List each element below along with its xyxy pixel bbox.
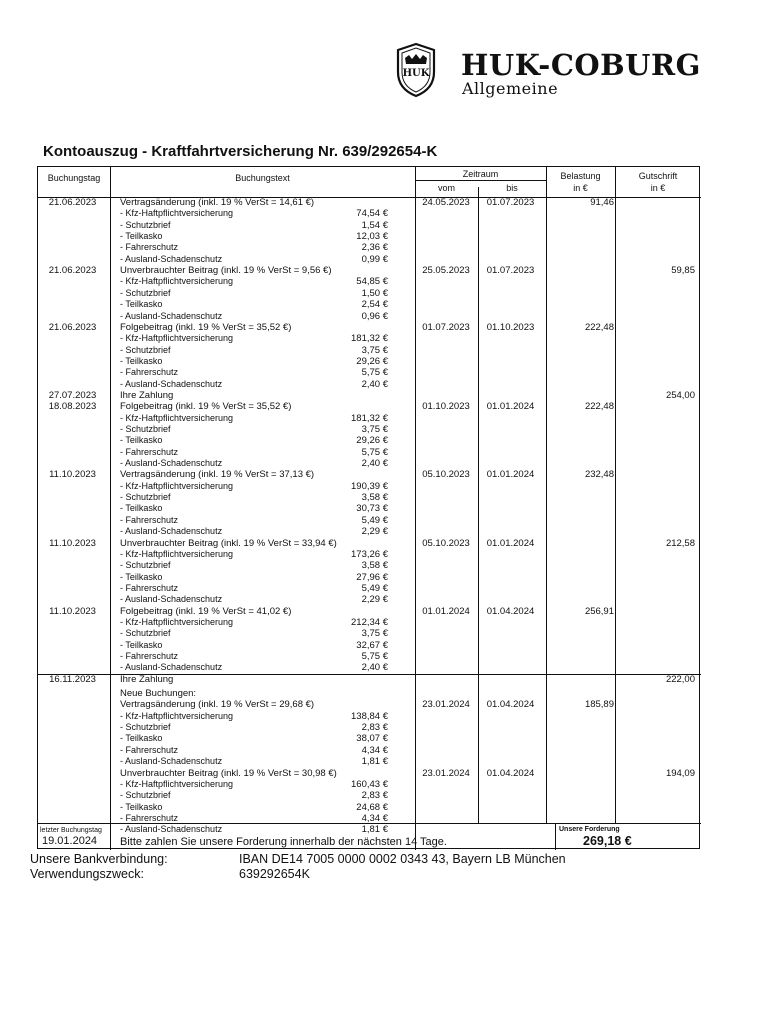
table-row <box>38 379 699 390</box>
row-text: - Fahrerschutz <box>120 242 179 253</box>
row-amount: 2,29 € <box>361 526 388 538</box>
row-amount: 2,36 € <box>361 242 388 254</box>
header-gutschrift: Gutschrift <box>638 171 678 181</box>
table-row <box>38 745 699 756</box>
row-amount: 5,49 € <box>361 582 388 594</box>
row-gutschrift: 59,85 <box>671 265 695 277</box>
row-date: 16.11.2023 <box>49 673 96 685</box>
header-buchungstag: Buchungstag <box>47 173 101 183</box>
table-row <box>38 515 699 526</box>
table-row <box>38 802 699 813</box>
row-text: - Fahrerschutz <box>120 651 179 661</box>
table-row <box>38 356 699 367</box>
table-row <box>38 492 699 503</box>
row-text: Ihre Zahlung <box>120 389 174 401</box>
row-amount: 3,75 € <box>361 424 388 435</box>
row-amount: 2,83 € <box>361 722 388 734</box>
row-belastung: 222,48 <box>584 321 614 333</box>
row-belastung: 222,48 <box>584 401 614 413</box>
bank-iban: IBAN DE14 7005 0000 0002 0343 43, Bayern LB München <box>239 852 566 866</box>
row-text: - Schutzbrief <box>120 219 171 230</box>
table-row <box>38 711 699 722</box>
row-bis: 01.04.2024 <box>486 699 535 711</box>
table-row <box>38 265 699 276</box>
last-booking-date: 19.01.2024 <box>42 835 98 847</box>
row-bis: 01.07.2023 <box>486 265 535 277</box>
purpose-value: 639292654K <box>239 867 310 881</box>
row-vom: 05.10.2023 <box>422 469 470 481</box>
row-amount: 5,75 € <box>361 651 388 662</box>
row-text: - Ausland-Schadenschutz <box>120 253 223 264</box>
row-amount: 3,58 € <box>361 560 388 572</box>
row-amount: 5,75 € <box>361 367 388 379</box>
row-bis: 01.01.2024 <box>486 469 535 481</box>
table-row <box>38 208 699 219</box>
row-gutschrift: 212,58 <box>665 537 695 549</box>
row-amount: 212,34 € <box>351 616 388 628</box>
row-text: - Teilkasko <box>120 733 163 744</box>
table-row <box>38 813 699 824</box>
table-row <box>38 662 699 673</box>
row-text: - Ausland-Schadenschutz <box>120 756 223 767</box>
header-gutschrift-unit: in € <box>650 183 666 193</box>
row-amount: 32,67 € <box>356 639 388 651</box>
table-row <box>38 549 699 560</box>
row-amount: 5,49 € <box>361 514 388 526</box>
row-text: Unverbrauchter Beitrag (inkl. 19 % VerSt = 30,98 €) <box>120 767 337 779</box>
table-row <box>38 651 699 662</box>
table-row <box>38 288 699 299</box>
row-amount: 1,81 € <box>361 756 388 768</box>
row-amount: 3,75 € <box>361 344 388 356</box>
row-amount: 0,99 € <box>361 253 388 265</box>
row-amount: 5,75 € <box>361 446 388 458</box>
row-text: - Schutzbrief <box>120 344 171 355</box>
row-vom: 23.01.2024 <box>422 767 470 779</box>
table-row <box>38 617 699 628</box>
bank-label: Unsere Bankverbindung: <box>30 852 168 866</box>
table-row <box>38 401 699 412</box>
row-belastung: 185,89 <box>584 699 614 711</box>
table-row <box>38 526 699 537</box>
table-row <box>38 628 699 639</box>
table-row <box>38 231 699 242</box>
table-row <box>38 254 699 265</box>
row-amount: 1,81 € <box>361 824 388 836</box>
row-text: Vertragsänderung (inkl. 19 % VerSt = 14,61 €) <box>120 197 315 208</box>
table-row <box>38 790 699 801</box>
table-row <box>38 594 699 605</box>
table-row <box>38 640 699 651</box>
row-text: - Ausland-Schadenschutz <box>120 662 223 673</box>
table-row <box>38 481 699 492</box>
row-text: - Ausland-Schadenschutz <box>120 824 223 835</box>
row-text: - Teilkasko <box>120 571 163 582</box>
table-row <box>38 299 699 310</box>
claim-label: Unsere Forderung <box>559 826 620 833</box>
row-text: - Fahrerschutz <box>120 446 179 457</box>
header-zeitraum: Zeitraum <box>462 169 499 179</box>
table-row <box>38 322 699 333</box>
row-date: 18.08.2023 <box>48 401 97 413</box>
row-amount: 181,32 € <box>351 333 388 345</box>
table-row <box>38 733 699 744</box>
row-text: Vertragsänderung (inkl. 19 % VerSt = 29,68 €) <box>120 699 315 711</box>
row-text: - Teilkasko <box>120 801 163 812</box>
table-row <box>38 276 699 287</box>
table-row <box>38 333 699 344</box>
row-text: - Ausland-Schadenschutz <box>120 526 223 537</box>
table-row <box>38 458 699 469</box>
row-date: 21.06.2023 <box>48 197 97 208</box>
table-row <box>38 538 699 549</box>
payment-message: Bitte zahlen Sie unsere Forderung innerhalb der nächsten 14 Tage. <box>120 836 447 848</box>
table-row <box>38 503 699 514</box>
company-name: HUK-COBURG <box>461 48 701 82</box>
row-amount: 38,07 € <box>356 733 388 745</box>
row-bis: 01.01.2024 <box>486 537 535 549</box>
row-date: 21.06.2023 <box>48 265 97 277</box>
row-amount: 3,58 € <box>361 492 388 504</box>
row-gutschrift: 254,00 <box>665 389 695 401</box>
table-row <box>38 699 699 710</box>
row-text: - Teilkasko <box>120 503 163 514</box>
row-text: - Kfz-Haftpflichtversicherung <box>120 333 234 344</box>
row-bis: 01.04.2024 <box>486 767 535 779</box>
row-amount: 0,96 € <box>361 310 388 322</box>
row-text: - Teilkasko <box>120 435 163 446</box>
row-belastung: 256,91 <box>584 605 614 617</box>
table-row <box>38 242 699 253</box>
table-row <box>38 413 699 424</box>
row-text: Vertragsänderung (inkl. 19 % VerSt = 37,13 €) <box>120 469 315 481</box>
row-text: Unverbrauchter Beitrag (inkl. 19 % VerSt = 33,94 €) <box>120 537 337 549</box>
table-row <box>38 572 699 583</box>
row-text: - Teilkasko <box>120 639 163 650</box>
row-text: - Ausland-Schadenschutz <box>120 378 223 389</box>
header-bis: bis <box>506 183 518 193</box>
row-text: - Schutzbrief <box>120 790 171 801</box>
row-text: - Ausland-Schadenschutz <box>120 310 223 321</box>
row-amount: 1,50 € <box>361 287 388 299</box>
row-vom: 05.10.2023 <box>422 537 470 549</box>
header-buchungstext: Buchungstext <box>235 173 290 183</box>
row-amount: 30,73 € <box>356 503 388 515</box>
row-vom: 01.01.2024 <box>422 605 470 617</box>
row-amount: 4,34 € <box>361 812 388 824</box>
row-text: - Fahrerschutz <box>120 514 179 525</box>
row-vom: 01.07.2023 <box>422 321 470 333</box>
row-amount: 24,68 € <box>356 801 388 813</box>
row-text: - Kfz-Haftpflichtversicherung <box>120 778 234 789</box>
table-row <box>38 779 699 790</box>
row-amount: 2,40 € <box>361 662 388 674</box>
row-amount: 74,54 € <box>356 208 388 220</box>
row-bis: 01.01.2024 <box>486 401 535 413</box>
row-amount: 1,54 € <box>361 219 388 231</box>
table-row <box>38 197 699 208</box>
huk-coburg-logo <box>395 42 437 98</box>
row-amount: 160,43 € <box>351 778 388 790</box>
row-text: - Schutzbrief <box>120 628 171 639</box>
row-amount: 181,32 € <box>351 412 388 424</box>
table-row <box>38 560 699 571</box>
table-row <box>38 674 699 685</box>
row-bis: 01.07.2023 <box>486 197 535 208</box>
row-date: 21.06.2023 <box>48 321 97 333</box>
row-text: - Kfz-Haftpflichtversicherung <box>120 548 234 559</box>
row-text: - Kfz-Haftpflichtversicherung <box>120 616 234 627</box>
row-amount: 29,26 € <box>356 435 388 447</box>
row-text: Neue Buchungen: <box>120 688 197 700</box>
row-amount: 173,26 € <box>351 548 388 560</box>
row-text: - Teilkasko <box>120 355 163 366</box>
row-text: - Schutzbrief <box>120 722 171 733</box>
row-amount: 2,40 € <box>361 458 388 470</box>
logo-text: HUK <box>402 68 430 79</box>
company-subtitle: Allgemeine <box>462 79 559 98</box>
row-text: - Teilkasko <box>120 231 163 242</box>
table-row <box>38 469 699 480</box>
row-belastung: 91,46 <box>590 197 614 208</box>
row-amount: 4,34 € <box>361 744 388 756</box>
row-amount: 3,75 € <box>361 628 388 640</box>
row-date: 27.07.2023 <box>48 389 97 401</box>
table-row <box>38 435 699 446</box>
row-amount: 54,85 € <box>356 276 388 288</box>
row-amount: 2,83 € <box>361 790 388 802</box>
row-text: - Schutzbrief <box>120 287 171 298</box>
row-amount: 29,26 € <box>356 355 388 367</box>
row-vom: 01.10.2023 <box>422 401 470 413</box>
row-text: Folgebeitrag (inkl. 19 % VerSt = 41,02 €) <box>120 605 292 617</box>
row-bis: 01.04.2024 <box>486 605 535 617</box>
row-text: - Schutzbrief <box>120 560 171 571</box>
row-amount: 2,40 € <box>361 378 388 390</box>
row-text: - Schutzbrief <box>120 492 171 503</box>
row-text: - Fahrerschutz <box>120 812 179 823</box>
row-bis: 01.10.2023 <box>486 321 535 333</box>
row-text: - Fahrerschutz <box>120 744 179 755</box>
row-text: Folgebeitrag (inkl. 19 % VerSt = 35,52 €) <box>120 401 292 413</box>
table-row <box>38 345 699 356</box>
row-date: 11.10.2023 <box>49 537 96 549</box>
header-belastung: Belastung <box>560 171 601 181</box>
page-title: Kontoauszug - Kraftfahrtversicherung Nr. 639/292654-K <box>43 143 438 160</box>
table-row <box>38 367 699 378</box>
row-text: - Fahrerschutz <box>120 582 179 593</box>
row-text: - Teilkasko <box>120 299 163 310</box>
row-text: Folgebeitrag (inkl. 19 % VerSt = 35,52 €) <box>120 321 292 333</box>
row-amount: 2,54 € <box>361 299 388 311</box>
row-vom: 24.05.2023 <box>422 197 470 208</box>
row-text: Ihre Zahlung <box>120 673 174 685</box>
table-row <box>38 447 699 458</box>
table-row <box>38 583 699 594</box>
row-text: - Kfz-Haftpflichtversicherung <box>120 412 234 423</box>
row-text: - Kfz-Haftpflichtversicherung <box>120 276 234 287</box>
header-belastung-unit: in € <box>573 183 588 193</box>
table-row <box>38 722 699 733</box>
table-row <box>38 768 699 779</box>
row-text: - Fahrerschutz <box>120 367 179 378</box>
row-text: Unverbrauchter Beitrag (inkl. 19 % VerSt = 9,56 €) <box>120 265 332 277</box>
row-vom: 25.05.2023 <box>422 265 470 277</box>
statement-table <box>37 166 700 849</box>
row-text: - Kfz-Haftpflichtversicherung <box>120 710 234 721</box>
row-text: - Schutzbrief <box>120 424 171 434</box>
row-gutschrift: 194,09 <box>665 767 695 779</box>
row-amount: 2,29 € <box>361 594 388 606</box>
row-belastung: 232,48 <box>584 469 614 481</box>
table-row <box>38 220 699 231</box>
row-amount: 27,96 € <box>356 571 388 583</box>
row-vom: 23.01.2024 <box>422 699 470 711</box>
row-amount: 190,39 € <box>351 480 388 492</box>
purpose-label: Verwendungszweck: <box>30 867 144 881</box>
table-row <box>38 756 699 767</box>
row-text: - Kfz-Haftpflichtversicherung <box>120 208 234 219</box>
last-booking-label: letzter Buchungstag <box>40 827 102 834</box>
row-text: - Kfz-Haftpflichtversicherung <box>120 480 234 491</box>
row-amount: 12,03 € <box>356 231 388 243</box>
table-row <box>38 424 699 435</box>
header-vom: vom <box>437 183 455 193</box>
row-gutschrift: 222,00 <box>665 673 695 685</box>
table-row <box>38 311 699 322</box>
row-date: 11.10.2023 <box>49 469 96 481</box>
table-row <box>38 390 699 401</box>
claim-amount: 269,18 € <box>583 834 632 848</box>
row-amount: 138,84 € <box>351 710 388 722</box>
row-date: 11.10.2023 <box>49 605 96 617</box>
table-row <box>38 688 699 699</box>
table-row <box>38 606 699 617</box>
row-text: - Ausland-Schadenschutz <box>120 594 223 605</box>
row-text: - Ausland-Schadenschutz <box>120 458 223 469</box>
